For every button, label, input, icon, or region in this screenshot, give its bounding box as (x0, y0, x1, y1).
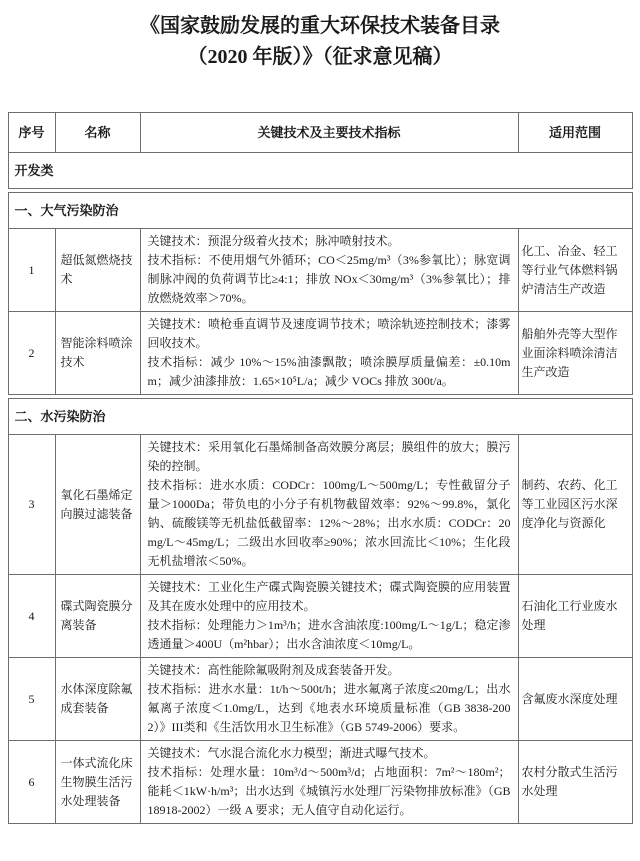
item-name: 水体深度除氟成套装备 (55, 658, 140, 741)
section-heading: 一、大气污染防治 (8, 193, 632, 229)
page-title (0, 11, 640, 73)
table-header-row (8, 113, 632, 153)
item-no: 1 (8, 229, 55, 312)
item-scope: 含氟废水深度处理 (518, 658, 632, 741)
tech-key-text: 关键技术：喷枪垂直调节及速度调节技术；喷涂轨迹控制技术；漆雾回收技术。 (147, 317, 511, 350)
category-row (8, 153, 632, 189)
item-scope: 化工、冶金、轻工等行业气体燃料锅炉清洁生产改造 (518, 229, 632, 312)
tech-key-text: 关键技术：采用氧化石墨烯制备高效膜分离层；膜组件的放大；膜污染的控制。 (147, 440, 511, 473)
item-no: 6 (8, 741, 55, 824)
item-no: 4 (8, 575, 55, 658)
catalog-table (8, 112, 633, 824)
header-cell-scope: 适用范围 (518, 113, 632, 153)
table-row (8, 658, 632, 741)
item-tech (140, 229, 518, 312)
item-no: 2 (8, 312, 55, 395)
item-tech (140, 435, 518, 575)
table-row (8, 575, 632, 658)
header-cell-tech: 关键技术及主要技术指标 (140, 113, 518, 153)
tech-key-text: 关键技术：预混分级着火技术；脉冲喷射技术。 (147, 234, 400, 248)
item-tech (140, 658, 518, 741)
item-scope: 船舶外壳等大型作业面涂料喷涂清洁生产改造 (518, 312, 632, 395)
item-scope: 制药、农药、化工等工业园区污水深度净化与资源化 (518, 435, 632, 575)
item-name: 一体式流化床生物膜生活污水处理装备 (55, 741, 140, 824)
tech-key-text: 关键技术：高性能除氟吸附剂及成套装备开发。 (147, 663, 400, 677)
item-no: 5 (8, 658, 55, 741)
section-heading-row (8, 193, 632, 229)
item-name: 超低氮燃烧技术 (55, 229, 140, 312)
item-scope: 农村分散式生活污水处理 (518, 741, 632, 824)
item-name: 智能涂料喷涂技术 (55, 312, 140, 395)
item-name: 碟式陶瓷膜分离装备 (55, 575, 140, 658)
tech-spec-text: 技术指标：处理能力＞1m³/h；进水含油浓度:100mg/L～1g/L；稳定渗透通量＞400U（m²hbar）；出水含油浓度＜10mg/L。 (147, 618, 511, 651)
tech-key-text: 关键技术：工业化生产碟式陶瓷膜关键技术；碟式陶瓷膜的应用装置及其在废水处理中的应用技术。 (147, 580, 511, 613)
tech-spec-text: 技术指标：进水水质：CODCr：100mg/L～500mg/L；专性截留分子量＞1000Da；带负电的小分子有机物截留效率：92%～99.8%，氯化钠、硫酸镁等无机盐低截留率：12%～28%；出水水质：CODCr：20mg/L～45mg/L；二级出水回收率≥90%；浓水回流比＜10%；生化段无机盐增浓＜50%。 (147, 478, 511, 568)
section-heading-row (8, 399, 632, 435)
table-row (8, 741, 632, 824)
item-tech (140, 741, 518, 824)
item-tech (140, 312, 518, 395)
page-title-line-2: （2020 年版）》（征求意见稿） (187, 46, 453, 68)
tech-spec-text: 技术指标：进水水量：1t/h～500t/h；进水氟离子浓度≤20mg/L；出水氟离子浓度＜1.0mg/L，达到《地表水环境质量标准（GB 3838-2002）》III类和《生活饮用水卫生标准》（GB 5749-2006）要求。 (147, 682, 511, 734)
tech-key-text: 关键技术：气水混合流化水力模型；渐进式曝气技术。 (147, 746, 436, 760)
header-cell-name: 名称 (55, 113, 140, 153)
table-row (8, 435, 632, 575)
item-name: 氧化石墨烯定向膜过滤装备 (55, 435, 140, 575)
header-cell-no: 序号 (8, 113, 55, 153)
table-row (8, 312, 632, 395)
section-heading: 二、水污染防治 (8, 399, 632, 435)
item-tech (140, 575, 518, 658)
tech-spec-text: 技术指标：减少 10%～15%油漆飘散；喷涂膜厚质量偏差：±0.10mm；减少油漆排放：1.65×10⁵L/a；减少 VOCs 排放 300t/a。 (147, 355, 511, 388)
tech-spec-text: 技术指标：不使用烟气外循环；CO＜25mg/m³（3%参氧比）；脉宽调制脉冲阀的负荷调节比≥4:1；排放 NOx＜30mg/m³（3%参氧比）；排放燃烧效率＞70%。 (147, 253, 511, 305)
item-scope: 石油化工行业废水处理 (518, 575, 632, 658)
category-label: 开发类 (8, 153, 632, 189)
item-no: 3 (8, 435, 55, 575)
tech-spec-text: 技术指标：处理水量：10m³/d～500m³/d；占地面积：7m²～180m²；能耗＜1kW·h/m³；出水达到《城镇污水处理厂污染物排放标准》（GB 18918-2002）一级 A 要求；无人值守自动化运行。 (147, 765, 511, 817)
page-title-line-1: 《国家鼓励发展的重大环保技术装备目录 (140, 15, 500, 37)
table-row (8, 229, 632, 312)
